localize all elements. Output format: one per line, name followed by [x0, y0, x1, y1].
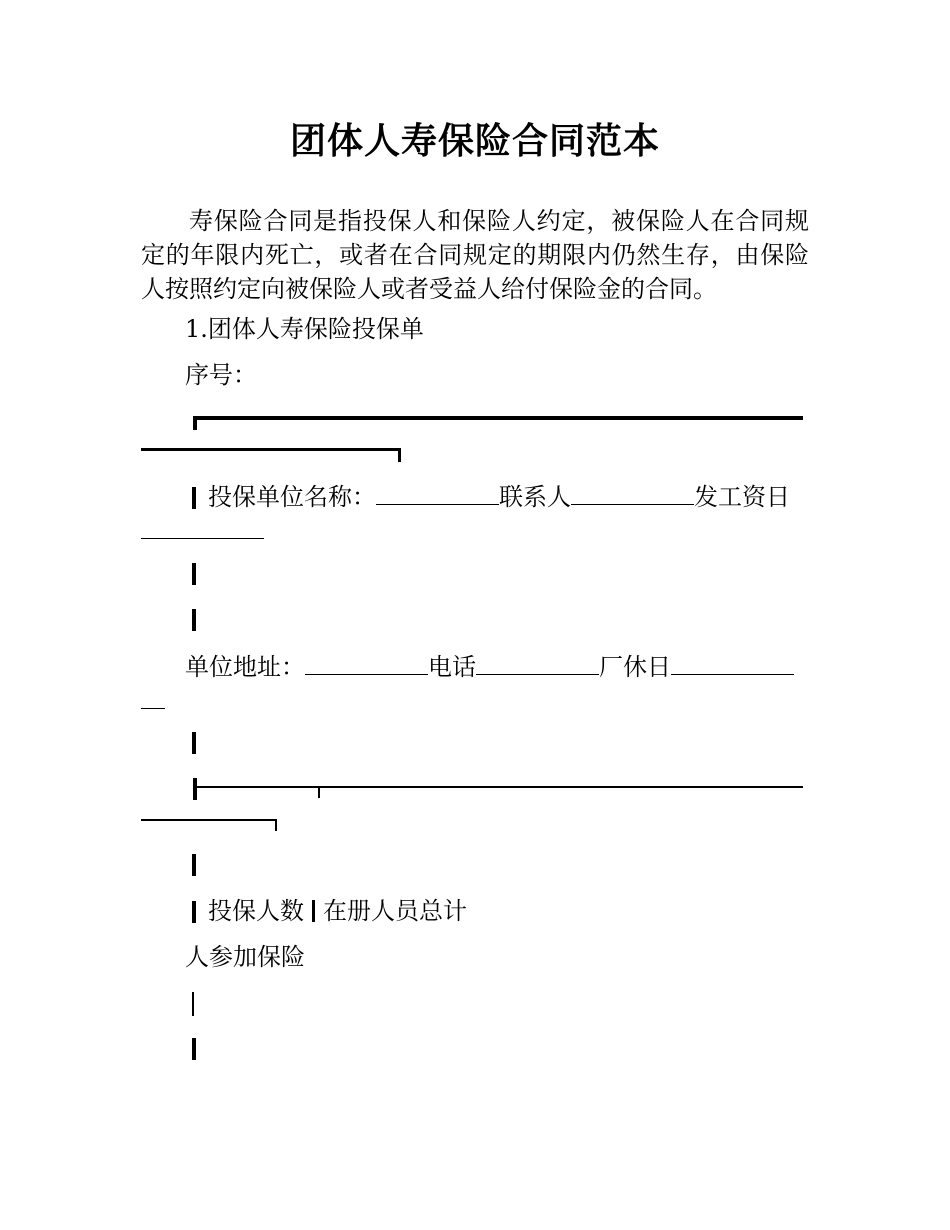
table-border-left: [192, 609, 196, 631]
holiday-field[interactable]: [671, 652, 794, 675]
table-border-left: [192, 854, 196, 876]
address-field[interactable]: [305, 652, 428, 675]
contact-label: 联系人: [499, 483, 571, 511]
unit-name-label: 投保单位名称：: [208, 483, 376, 511]
payday-label: 发工资日: [694, 483, 790, 511]
registered-total-label: 在册人员总计: [323, 897, 467, 925]
table-border-left: [192, 563, 196, 585]
table-border-left: [192, 732, 196, 754]
holiday-label: 厂休日: [599, 653, 671, 681]
insured-count-label: 投保人数: [208, 897, 304, 925]
section-heading: 1.团体人寿保险投保单: [185, 315, 424, 343]
payday-field[interactable]: [141, 516, 264, 539]
phone-field[interactable]: [476, 652, 599, 675]
table-border-left: [192, 1038, 196, 1060]
table-border-left: [192, 487, 196, 509]
serial-number-label: 序号：: [185, 361, 257, 389]
document-title: 团体人寿保险合同范本: [289, 121, 660, 162]
holiday-field-continued: [141, 686, 165, 709]
participants-label: 人参加保险: [185, 943, 305, 971]
column-separator: [312, 900, 315, 922]
phone-label: 电话: [428, 653, 476, 681]
address-label: 单位地址：: [185, 653, 305, 681]
contact-field[interactable]: [571, 482, 694, 505]
unit-name-field[interactable]: [376, 482, 499, 505]
table-border-left: [192, 992, 194, 1016]
intro-paragraph: 寿保险合同是指投保人和保险人约定，被保险人在合同规定的年限内死亡，或者在合同规定的期限内仍然生存，由保险人按照约定向被保险人或者受益人给付保险金的合同。: [141, 207, 809, 303]
table-border-left: [192, 901, 196, 923]
